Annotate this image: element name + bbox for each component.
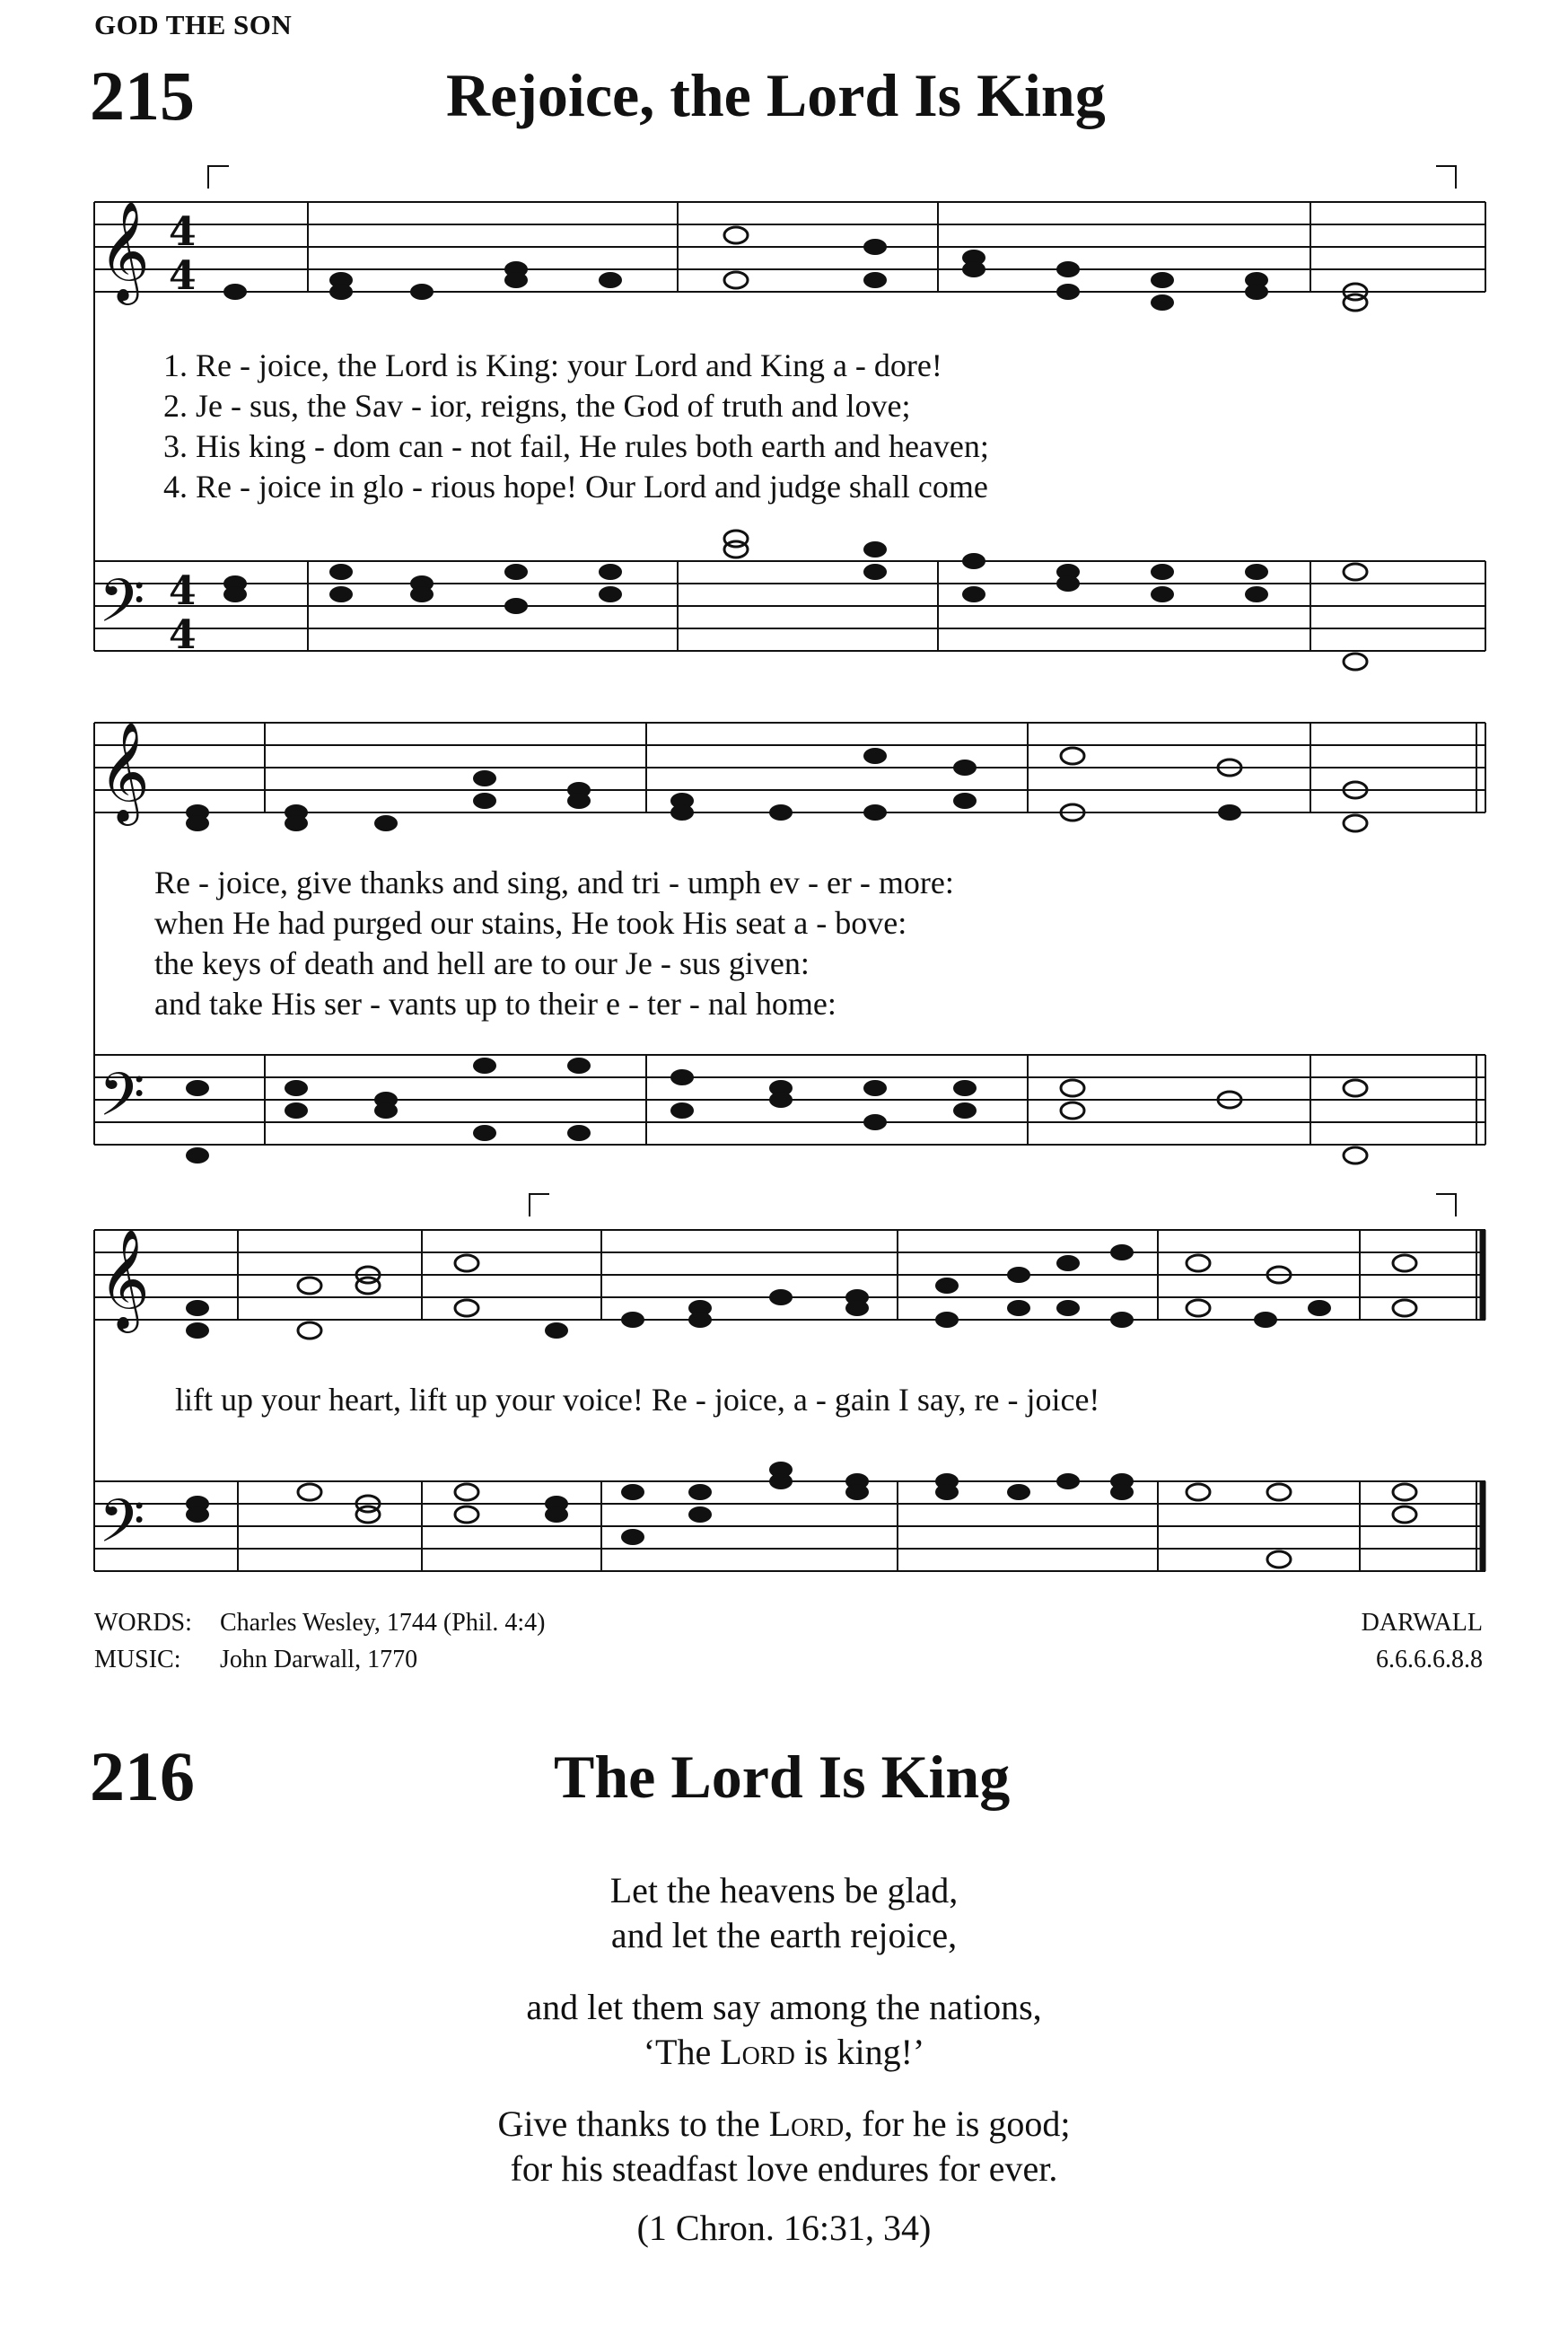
scripture-citation: (1 Chron. 16:31, 34) <box>636 2208 932 2248</box>
staff-system-1-bass <box>94 561 1485 651</box>
section-label: GOD THE SON <box>94 9 293 40</box>
reading-response-1: and let the earth rejoice, <box>610 1915 958 1955</box>
words-credit: Charles Wesley, 1744 (Phil. 4:4) <box>220 1609 546 1637</box>
verse-1-line-1: 1. Re - joice, the Lord is King: your Lord and King a - dore! <box>163 347 942 383</box>
tune-info <box>1362 1605 1483 1678</box>
verse-2-line-2: when He had purged our stains, He took His seat a - bove: <box>154 905 907 941</box>
refrain-line: lift up your heart, lift up your voice! Re - joice, a - gain I say, re - joice! <box>175 1382 1100 1418</box>
tune-name: DARWALL <box>1361 1609 1483 1637</box>
svg-text:𝄞: 𝄞 <box>99 200 150 301</box>
hymn-number: 215 <box>90 57 195 135</box>
reading-title: The Lord Is King <box>554 1743 1011 1811</box>
svg-text:4: 4 <box>169 568 197 614</box>
reading-line-2: and let them say among the nations, <box>526 1987 1042 2027</box>
svg-text:𝄞: 𝄞 <box>99 1228 150 1329</box>
verse-2-line-1: 2. Je - sus, the Sav - ior, reigns, the God of truth and love; <box>163 388 911 424</box>
svg-text:𝄢: 𝄢 <box>99 1487 145 1570</box>
staff-system-1-treble <box>94 202 1485 292</box>
verse-4-line-1: 4. Re - joice in glo - rious hope! Our Lord and judge shall come <box>163 469 988 505</box>
verse-4-line-2: and take His ser - vants up to their e - ter - nal home: <box>154 986 837 1022</box>
svg-text:4: 4 <box>169 612 197 658</box>
svg-text:𝄞: 𝄞 <box>99 721 150 821</box>
verse-1-line-2: Re - joice, give thanks and sing, and tri - umph ev - er - more: <box>154 865 954 900</box>
hymn-credits <box>94 1605 545 1678</box>
reading-line-1: Let the heavens be glad, <box>609 1870 959 1910</box>
music-label: MUSIC: <box>94 1645 181 1673</box>
svg-text:𝄢: 𝄢 <box>99 1060 145 1144</box>
hymn-title: Rejoice, the Lord Is King <box>446 61 1106 129</box>
svg-text:4: 4 <box>169 253 197 299</box>
meter: 6.6.6.6.8.8 <box>1376 1645 1483 1673</box>
verse-3-line-2: the keys of death and hell are to our Je - sus given: <box>154 945 810 981</box>
reading-response-2: ‘The Lord is king!’ <box>643 2032 925 2072</box>
lord-small-caps: Lord <box>720 2032 795 2072</box>
words-label: WORDS: <box>94 1609 192 1637</box>
lord-small-caps-2: Lord <box>768 2103 845 2144</box>
svg-text:4: 4 <box>169 209 197 255</box>
reading-response-3: for his steadfast love endures for ever. <box>510 2148 1058 2189</box>
reading-number: 216 <box>90 1737 195 1815</box>
music-credit: John Darwall, 1770 <box>220 1645 418 1673</box>
verse-3-line-1: 3. His king - dom can - not fail, He rules both earth and heaven; <box>163 428 989 464</box>
reading-line-3: Give thanks to the Lord, for he is good; <box>497 2103 1071 2144</box>
svg-text:𝄢: 𝄢 <box>99 566 145 650</box>
